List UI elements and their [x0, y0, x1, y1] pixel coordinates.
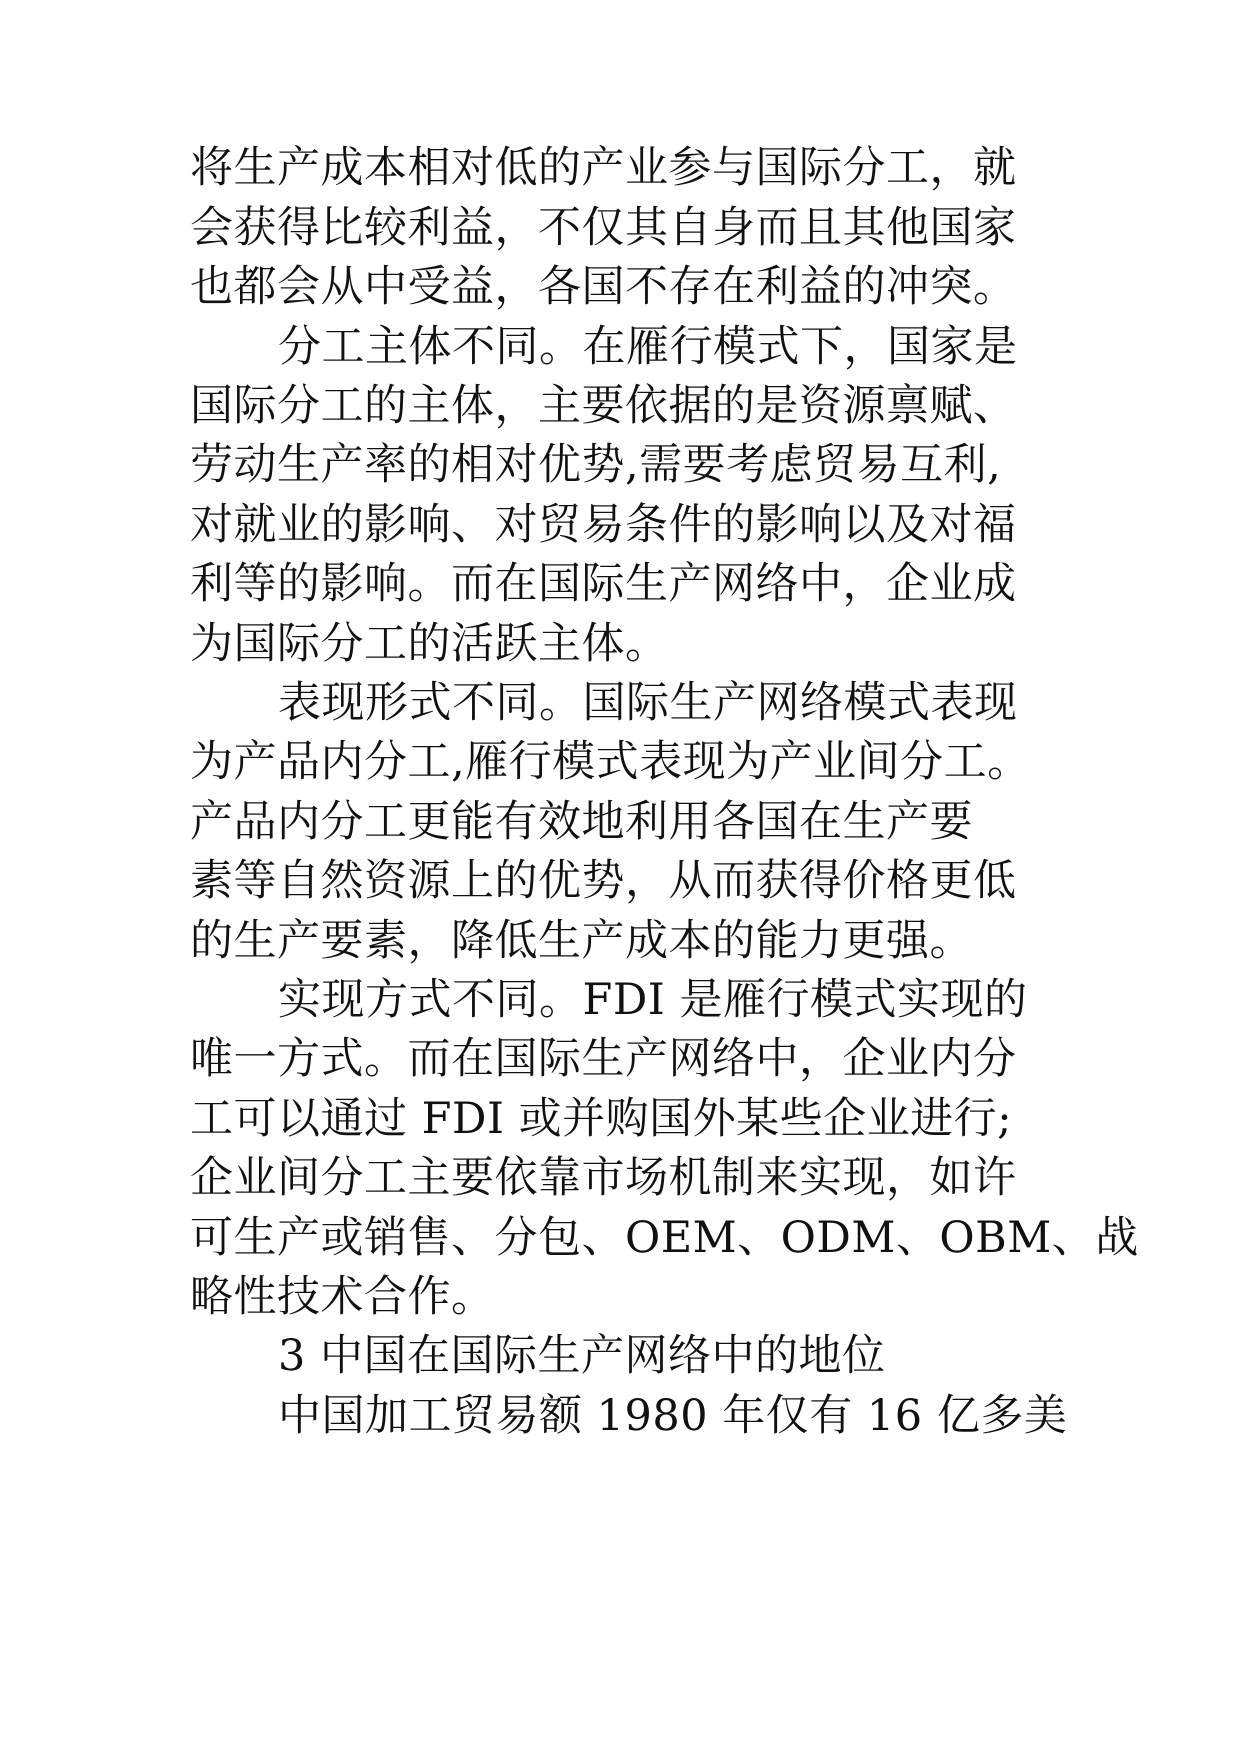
text-line: 可生产或销售、分包、OEM、ODM、OBM、战: [190, 1213, 1139, 1263]
paragraph-start-line: 实现方式不同。FDI 是雁行模式实现的: [278, 975, 1028, 1025]
text-line: 唯一方式。而在国际生产网络中，企业内分: [190, 1034, 1017, 1084]
text-line: 国际分工的主体，主要依据的是资源禀赋、: [190, 381, 1017, 431]
text-line: 也都会从中受益，各国不存在利益的冲突。: [190, 262, 1017, 312]
text-line: 略性技术合作。: [190, 1272, 495, 1322]
text-line: 劳动生产率的相对优势,需要考虑贸易互利,: [190, 440, 1002, 490]
text-line: 素等自然资源上的优势，从而获得价格更低: [190, 856, 1017, 906]
paragraph-start-line: 表现形式不同。国际生产网络模式表现: [278, 678, 1018, 728]
text-line: 企业间分工主要依靠市场机制来实现，如许: [190, 1153, 1017, 1203]
text-line: 产品内分工更能有效地利用各国在生产要: [190, 797, 973, 847]
text-line: 会获得比较利益，不仅其自身而且其他国家: [190, 203, 1017, 253]
text-line: 对就业的影响、对贸易条件的影响以及对福: [190, 500, 1017, 550]
text-line: 的生产要素，降低生产成本的能力更强。: [190, 916, 973, 966]
text-line: 为国际分工的活跃主体。: [190, 619, 669, 669]
section-heading: 3 中国在国际生产网络中的地位: [278, 1331, 886, 1381]
text-line: 为产品内分工,雁行模式表现为产业间分工。: [190, 737, 1031, 787]
paragraph-start-line: 分工主体不同。在雁行模式下，国家是: [278, 322, 1018, 372]
text-line: 工可以通过 FDI 或并购国外某些企业进行;: [190, 1094, 1013, 1144]
text-line: 利等的影响。而在国际生产网络中，企业成: [190, 559, 1017, 609]
paragraph-start-line: 中国加工贸易额 1980 年仅有 16 亿多美: [278, 1391, 1068, 1441]
text-line: 将生产成本相对低的产业参与国际分工，就: [190, 143, 1017, 193]
